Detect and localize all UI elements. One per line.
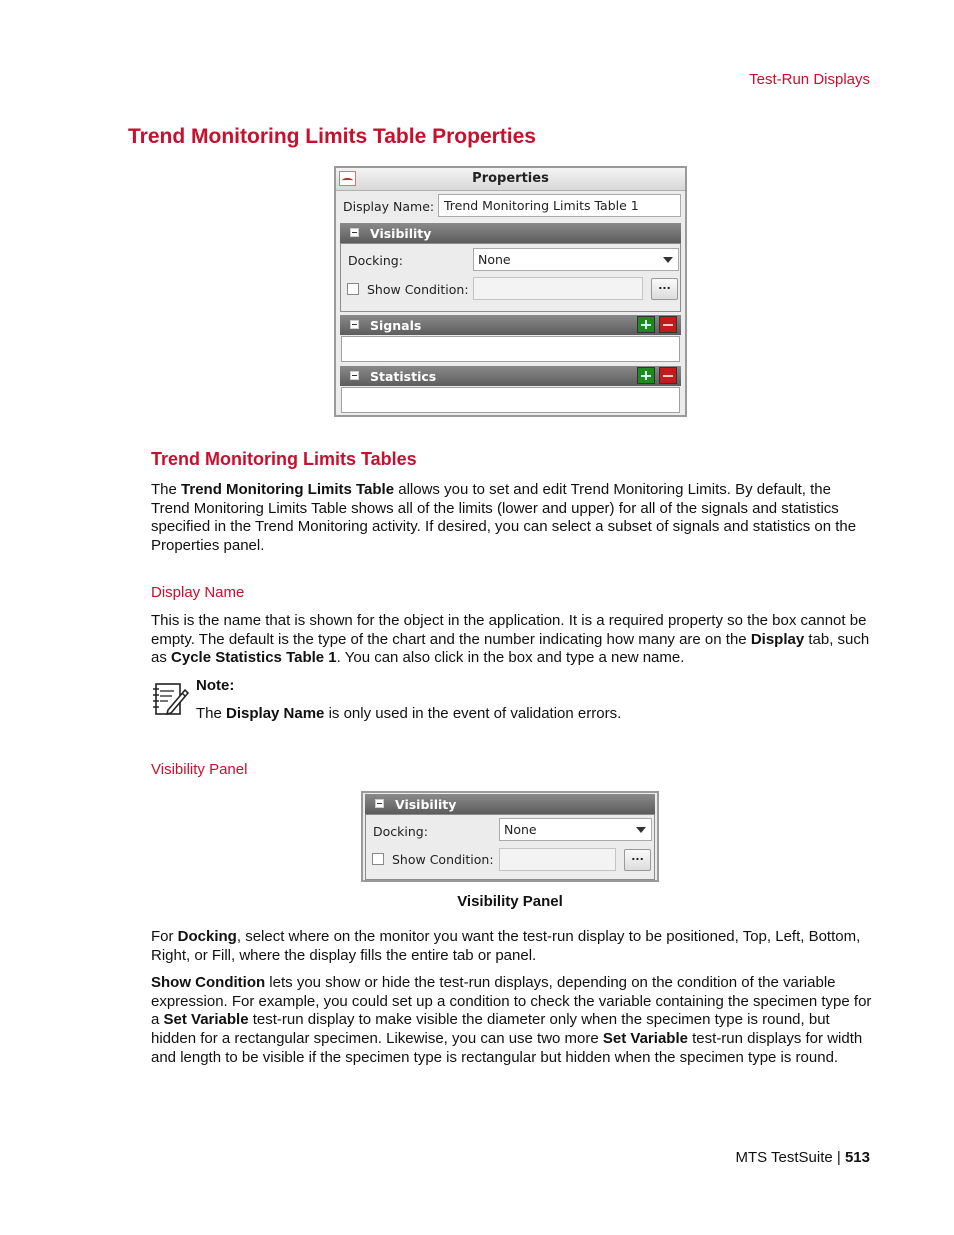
remove-signal-icon[interactable] (659, 316, 677, 333)
footer-separator: | (832, 1149, 845, 1166)
properties-panel-screenshot (334, 166, 687, 417)
docking-paragraph (151, 928, 873, 965)
section-subheading: Trend Monitoring Limits Tables (151, 449, 417, 469)
visibility-section-label: Visibility (370, 226, 432, 241)
dropdown-arrow-icon[interactable] (663, 257, 673, 263)
text: lets you show or hide the test-run displays, depending on the condition of the variable expression. For example, you could set up a condition to check the variable containing the specimen type for a (151, 974, 872, 1029)
page-number: 513 (844, 1149, 870, 1166)
intro-paragraph (151, 481, 873, 556)
collapse-icon[interactable] (350, 320, 359, 329)
text: test-run displays for width and length to be visible if the specimen type is rectangular but hidden when the specimen type is round. (151, 1030, 863, 1066)
signals-list[interactable] (341, 336, 680, 362)
docking-dropdown[interactable] (473, 248, 679, 271)
visibility-panel-screenshot (361, 791, 659, 882)
show-condition-input[interactable] (473, 277, 643, 300)
text: allows you to set and edit Trend Monitoring Limits. By default, the Trend Monitoring Limits Table shows all of the limits (lower and upper) for all of the signals and statistics specified in the Trend Monitoring activity. If desired, you can select a subset of signals and statistics on the Properties panel. (151, 481, 857, 555)
signals-section-header[interactable] (340, 315, 681, 335)
display-name-heading: Display Name (151, 584, 245, 601)
show-condition-input[interactable] (499, 848, 616, 871)
dropdown-arrow-icon[interactable] (636, 827, 646, 833)
docking-label: Docking: (348, 253, 403, 268)
visibility-panel-body (365, 814, 655, 880)
text: This is the name that is shown for the object in the application. It is a required property so the box cannot be empty. The default is the type of the chart and the number indicating how many are on the (151, 612, 867, 648)
text: test-run display to make visible the diameter only when the specimen type is round, but hidden for a rectangular specimen. Likewise, you can use two more (151, 1011, 830, 1048)
bold-text: Display Name (226, 705, 325, 722)
text: . You can also click in the box and type a new name. (336, 649, 685, 667)
docking-value: None (504, 822, 537, 837)
remove-statistic-icon[interactable] (659, 367, 677, 384)
show-condition-checkbox[interactable] (347, 283, 359, 295)
page-title: Trend Monitoring Limits Table Properties (128, 125, 536, 148)
display-name-paragraph (151, 612, 873, 668)
docking-value: None (478, 252, 511, 267)
text: For (151, 928, 178, 945)
collapse-icon[interactable] (350, 228, 359, 237)
visibility-section-header[interactable] (340, 223, 681, 243)
show-condition-ellipsis-button[interactable]: ... (651, 278, 678, 300)
note-text (196, 705, 621, 722)
running-header: Test-Run Displays (749, 71, 870, 88)
note-pencil-icon (151, 680, 189, 718)
bold-text: Show Condition (151, 974, 266, 991)
properties-titlebar (336, 168, 685, 191)
bold-text: Trend Monitoring Limits Table (181, 481, 395, 498)
add-statistic-icon[interactable] (637, 367, 655, 384)
docking-label: Docking: (373, 824, 428, 839)
add-signal-icon[interactable] (637, 316, 655, 333)
bold-text: Set Variable (602, 1030, 688, 1048)
collapse-icon[interactable] (350, 371, 359, 380)
text: is only used in the event of validation errors. (324, 705, 622, 722)
bold-text: Set Variable (163, 1011, 249, 1029)
signals-section-label: Signals (370, 318, 422, 333)
statistics-list[interactable] (341, 387, 680, 413)
show-condition-label: Show Condition: (392, 852, 494, 867)
show-condition-paragraph (151, 974, 873, 1068)
bold-text: Display (750, 630, 805, 648)
statistics-section-label: Statistics (370, 369, 437, 384)
footer-product: MTS TestSuite (735, 1149, 833, 1166)
text: tab, such as (151, 630, 870, 667)
page-footer (735, 1149, 870, 1166)
show-condition-ellipsis-button[interactable]: ... (624, 849, 651, 871)
display-name-input[interactable]: Trend Monitoring Limits Table 1 (438, 194, 681, 217)
display-name-label: Display Name: (343, 199, 435, 214)
collapse-icon[interactable] (375, 799, 384, 808)
visibility-panel-title: Visibility (395, 797, 457, 812)
text: The (196, 705, 227, 722)
visibility-panel-header[interactable] (365, 794, 655, 814)
text: , select where on the monitor you want the test-run display to be positioned, Top, Left, Bottom, Right, or Fill, where the display fills the entire tab or panel. (151, 928, 861, 964)
show-condition-label: Show Condition: (367, 282, 469, 297)
figure-caption: Visibility Panel (457, 893, 563, 910)
note-label: Note: (196, 677, 235, 694)
show-condition-checkbox[interactable] (372, 853, 384, 865)
text: The (151, 481, 182, 498)
bold-text: Cycle Statistics Table 1 (171, 649, 337, 667)
statistics-section-header[interactable] (340, 366, 681, 386)
visibility-panel-heading: Visibility Panel (151, 761, 248, 778)
properties-title: Properties (472, 171, 549, 186)
docking-dropdown[interactable] (499, 818, 652, 841)
visibility-section-body (340, 243, 681, 312)
bold-text: Docking (177, 928, 237, 945)
